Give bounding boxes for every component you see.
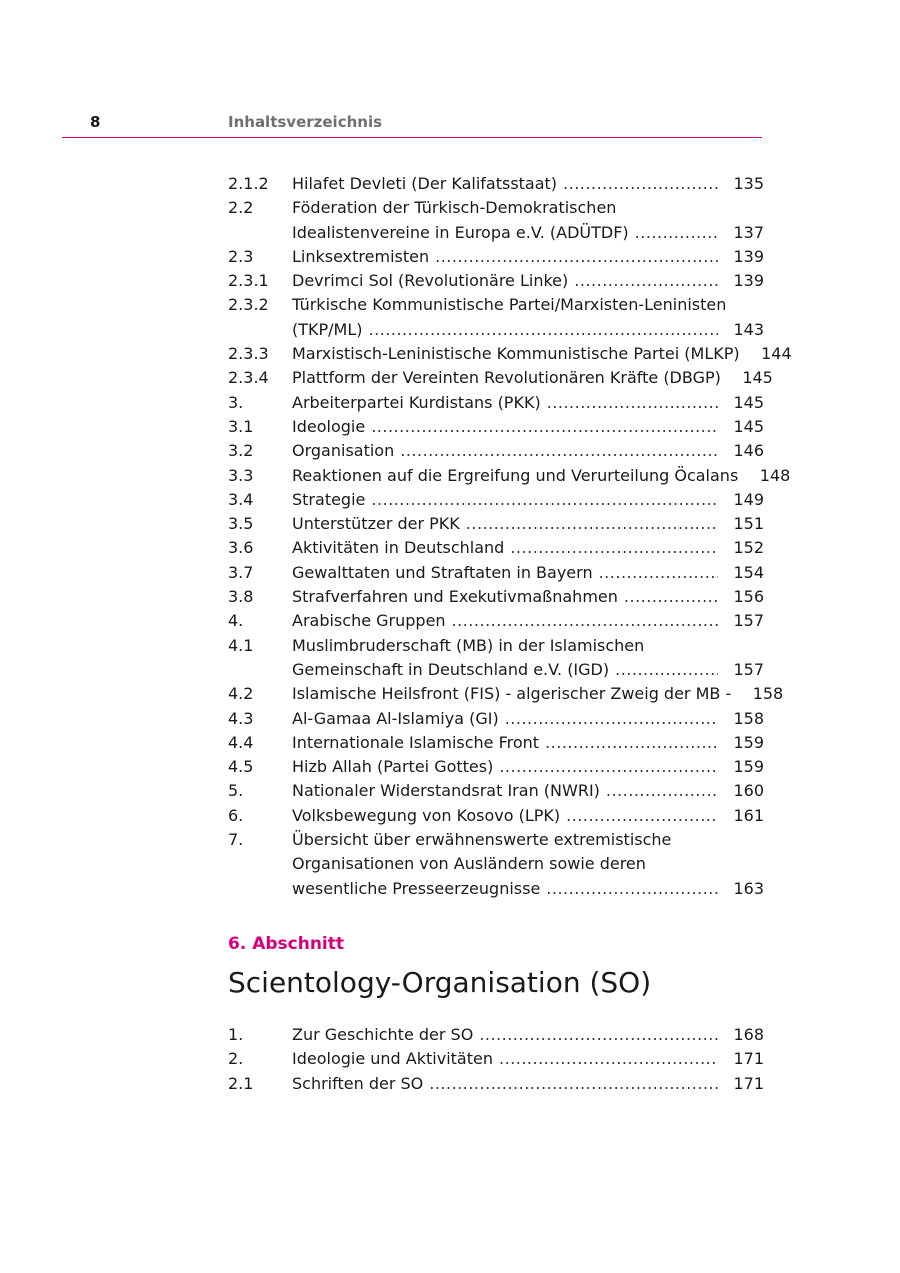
toc-entry bbox=[228, 342, 792, 366]
toc-entry-text: Ideologie bbox=[292, 416, 366, 436]
page-header bbox=[62, 113, 762, 139]
section-title: Scientology-Organisation (SO) bbox=[228, 966, 652, 999]
toc-page-number: 168 bbox=[733, 1025, 764, 1044]
toc-page-number: 145 bbox=[742, 368, 773, 388]
dot-leader bbox=[566, 804, 718, 828]
section-label: 6. Abschnitt bbox=[228, 934, 345, 954]
dot-leader bbox=[615, 658, 718, 682]
toc-entry-text: Strafverfahren und Exekutivmaßnahmen bbox=[292, 587, 618, 607]
toc-entry bbox=[228, 366, 773, 390]
toc-entry-text: Türkische Kommunistische Partei/Marxisten-Leninisten bbox=[292, 295, 727, 315]
toc-entry-number: 2. bbox=[228, 1049, 244, 1069]
toc-page-number: 152 bbox=[733, 538, 764, 558]
toc-entry-text: Reaktionen auf die Ergreifung und Verurteilung Öcalans bbox=[292, 465, 739, 485]
toc-entry-number: 3.4 bbox=[228, 489, 254, 509]
toc-page-number: 137 bbox=[733, 222, 764, 242]
dot-leader bbox=[505, 707, 718, 731]
toc-page-number: 171 bbox=[733, 1049, 764, 1069]
dot-leader bbox=[574, 269, 718, 293]
dot-leader bbox=[599, 561, 718, 585]
toc-entry bbox=[228, 536, 764, 560]
toc-entry bbox=[228, 779, 764, 803]
toc-entry-text: Hizb Allah (Partei Gottes) bbox=[292, 757, 494, 777]
toc-entry-text: Gewalttaten und Straftaten in Bayern bbox=[292, 562, 593, 582]
toc-entry-number: 4.1 bbox=[228, 635, 254, 655]
toc-page-number: 145 bbox=[733, 392, 764, 412]
toc-entry-text: wesentliche Presseerzeugnisse bbox=[292, 878, 541, 898]
toc-page-number: 144 bbox=[761, 344, 792, 364]
dot-leader bbox=[371, 488, 718, 512]
toc-page-number: 151 bbox=[733, 514, 764, 534]
toc-entry-number: 2.1.2 bbox=[228, 174, 269, 193]
toc-entry-number: 1. bbox=[228, 1025, 244, 1044]
toc-entry-number: 3.8 bbox=[228, 587, 254, 607]
dot-leader bbox=[400, 439, 718, 463]
toc-entry bbox=[228, 391, 764, 415]
toc-entry bbox=[228, 609, 764, 633]
dot-leader bbox=[499, 1047, 718, 1071]
toc-entry-number: 3.7 bbox=[228, 562, 254, 582]
toc-entry-number: 3.6 bbox=[228, 538, 254, 558]
toc-entry-number: 2.3.2 bbox=[228, 295, 269, 315]
toc-entry-text: Organisationen von Ausländern sowie deren bbox=[292, 854, 646, 874]
toc-entry bbox=[228, 585, 764, 609]
toc-entry-number: 2.3 bbox=[228, 246, 254, 266]
toc-page-number: 145 bbox=[733, 416, 764, 436]
toc-entry-number: 2.2 bbox=[228, 198, 254, 218]
toc-page-number: 161 bbox=[733, 805, 764, 825]
toc-entry-text: Marxistisch-Leninistische Kommunistische Partei (MLKP) bbox=[292, 344, 740, 364]
toc-entry-text: Zur Geschichte der SO bbox=[292, 1025, 474, 1044]
dot-leader bbox=[371, 415, 718, 439]
toc-page-number: 159 bbox=[733, 757, 764, 777]
toc-entry-text: Devrimci Sol (Revolutionäre Linke) bbox=[292, 271, 569, 291]
toc-page-number: 158 bbox=[752, 684, 784, 704]
toc-page-number: 163 bbox=[733, 878, 764, 898]
toc-entry bbox=[228, 172, 764, 196]
toc-page-number: 148 bbox=[759, 465, 791, 485]
toc-entry bbox=[228, 634, 764, 683]
dot-leader bbox=[635, 221, 718, 245]
running-title: Inhaltsverzeichnis bbox=[228, 113, 383, 131]
toc-entry-number: 3.5 bbox=[228, 514, 254, 534]
toc-entry-text: Al-Gamaa Al-Islamiya (GI) bbox=[292, 708, 499, 728]
toc-entry bbox=[228, 269, 764, 293]
toc-page-number: 139 bbox=[733, 271, 764, 291]
toc-page-number: 156 bbox=[733, 587, 764, 607]
dot-leader bbox=[369, 318, 718, 342]
dot-leader bbox=[479, 1023, 718, 1047]
dot-leader bbox=[452, 609, 718, 633]
toc-page-number: 158 bbox=[733, 708, 764, 728]
toc-entry-number: 6. bbox=[228, 805, 244, 825]
toc-entry bbox=[228, 731, 764, 755]
toc-entry-number: 4.4 bbox=[228, 732, 254, 752]
toc-entry-text: Ideologie und Aktivitäten bbox=[292, 1049, 493, 1069]
toc-entry-number: 4.2 bbox=[228, 684, 254, 704]
toc-entry bbox=[228, 512, 764, 536]
toc-page-number: 157 bbox=[733, 659, 764, 679]
toc-entry bbox=[228, 1072, 764, 1096]
toc-entry-text: Föderation der Türkisch-Demokratischen bbox=[292, 198, 617, 218]
dot-leader bbox=[624, 585, 718, 609]
toc-entry-number: 4. bbox=[228, 611, 244, 631]
toc-entry-text: Strategie bbox=[292, 489, 366, 509]
toc-entry bbox=[228, 488, 764, 512]
dot-leader bbox=[545, 731, 718, 755]
toc-page-number: 159 bbox=[733, 732, 764, 752]
toc-entry-text: Idealistenvereine in Europa e.V. (ADÜTDF) bbox=[292, 222, 629, 242]
dot-leader bbox=[563, 172, 718, 196]
toc-entry-text: Linksextremisten bbox=[292, 246, 430, 266]
toc-entry-text: Schriften der SO bbox=[292, 1073, 424, 1093]
toc-page-number: 149 bbox=[733, 489, 764, 509]
toc-entry-number: 2.3.1 bbox=[228, 271, 269, 291]
toc-entry-text: Aktivitäten in Deutschland bbox=[292, 538, 505, 558]
dot-leader bbox=[510, 536, 718, 560]
toc-entry-number: 3. bbox=[228, 392, 244, 412]
toc-entry-number: 3.1 bbox=[228, 416, 254, 436]
toc-entry bbox=[228, 439, 764, 463]
dot-leader bbox=[546, 877, 718, 901]
toc-page-number: 143 bbox=[733, 319, 764, 339]
toc-entry-number: 2.3.4 bbox=[228, 368, 269, 388]
toc-page-number: 160 bbox=[733, 781, 764, 801]
toc-entry bbox=[228, 682, 784, 706]
toc-entry-text: Organisation bbox=[292, 441, 395, 461]
toc-entry bbox=[228, 755, 764, 779]
dot-leader bbox=[466, 512, 718, 536]
toc-page-number: 157 bbox=[733, 611, 764, 631]
toc-entry-number: 3.3 bbox=[228, 465, 254, 485]
toc-entry-text: Nationaler Widerstandsrat Iran (NWRI) bbox=[292, 781, 600, 801]
page-number: 8 bbox=[90, 113, 101, 131]
toc-entry bbox=[228, 245, 764, 269]
toc-entry-number: 4.3 bbox=[228, 708, 254, 728]
toc-page-number: 135 bbox=[733, 174, 764, 193]
header-rule bbox=[62, 137, 762, 138]
toc-entry-text: Islamische Heilsfront (FIS) - algerischer Zweig der MB - bbox=[292, 684, 732, 704]
toc-entry bbox=[228, 828, 764, 901]
toc-entry-number: 5. bbox=[228, 781, 244, 801]
toc-entry-number: 4.5 bbox=[228, 757, 254, 777]
toc-entry-text: Arbeiterpartei Kurdistans (PKK) bbox=[292, 392, 541, 412]
dot-leader bbox=[429, 1072, 718, 1096]
toc-entry-text: Gemeinschaft in Deutschland e.V. (IGD) bbox=[292, 659, 610, 679]
toc-page-number: 146 bbox=[733, 441, 764, 461]
toc-entry-text: Unterstützer der PKK bbox=[292, 514, 460, 534]
toc-entry bbox=[228, 804, 764, 828]
toc-entry-text: Arabische Gruppen bbox=[292, 611, 446, 631]
toc-entry-number: 2.3.3 bbox=[228, 344, 269, 364]
toc-entry-number: 2.1 bbox=[228, 1073, 254, 1093]
toc-entry-text: Übersicht über erwähnenswerte extremistische bbox=[292, 830, 672, 850]
dot-leader bbox=[606, 779, 718, 803]
toc-page-number: 171 bbox=[733, 1073, 764, 1093]
toc-entry bbox=[228, 415, 764, 439]
table-of-contents bbox=[228, 172, 792, 901]
toc-entry-text: Internationale Islamische Front bbox=[292, 732, 540, 752]
toc-entry-number: 7. bbox=[228, 830, 244, 850]
toc-entry-text: Hilafet Devleti (Der Kalifatsstaat) bbox=[292, 174, 558, 193]
section-table-of-contents bbox=[228, 1023, 764, 1096]
dot-leader bbox=[499, 755, 718, 779]
toc-entry-text: (TKP/ML) bbox=[292, 319, 363, 339]
toc-entry bbox=[228, 561, 764, 585]
toc-entry-text: Volksbewegung von Kosovo (LPK) bbox=[292, 805, 561, 825]
toc-page-number: 139 bbox=[733, 246, 764, 266]
dot-leader bbox=[435, 245, 718, 269]
toc-entry bbox=[228, 1047, 764, 1071]
toc-entry bbox=[228, 196, 764, 245]
toc-entry-number: 3.2 bbox=[228, 441, 254, 461]
toc-entry bbox=[228, 293, 764, 342]
toc-entry bbox=[228, 464, 791, 488]
toc-entry bbox=[228, 707, 764, 731]
toc-entry-text: Muslimbruderschaft (MB) in der Islamischen bbox=[292, 635, 645, 655]
toc-page-number: 154 bbox=[733, 562, 764, 582]
toc-entry bbox=[228, 1023, 764, 1047]
dot-leader bbox=[547, 391, 718, 415]
toc-entry-text: Plattform der Vereinten Revolutionären Kräfte (DBGP) bbox=[292, 368, 721, 388]
